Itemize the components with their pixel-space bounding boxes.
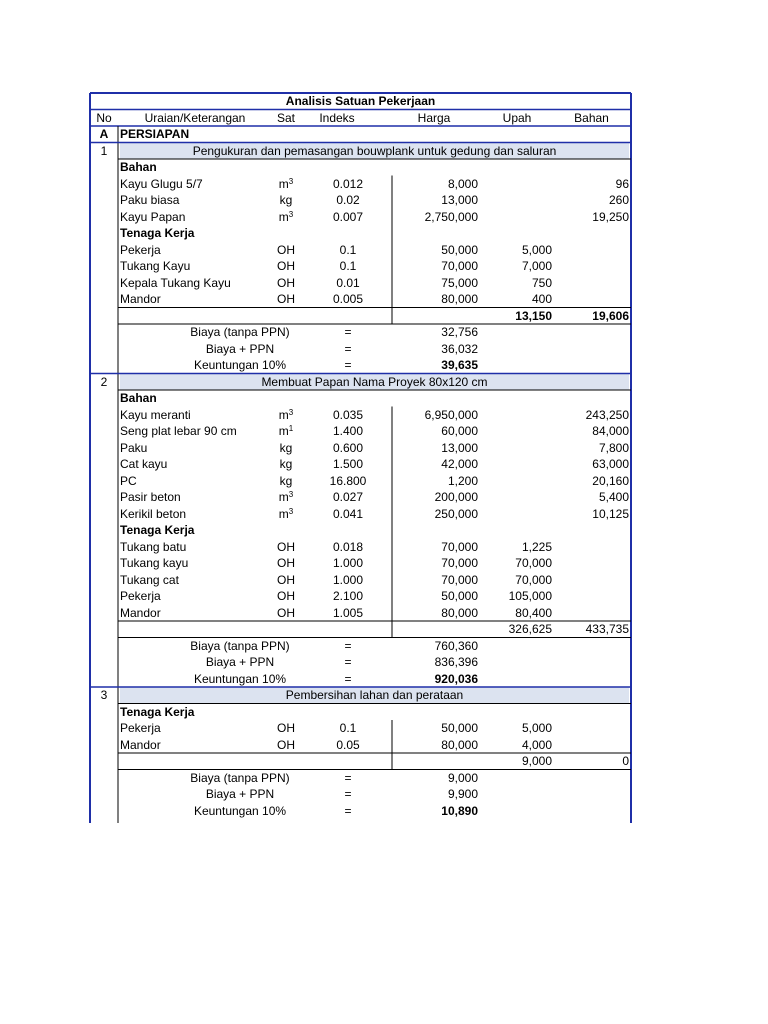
cost-with-tax-value: 836,396 (434, 655, 478, 669)
material-unit (268, 423, 304, 440)
labor-unit: OH (277, 721, 295, 735)
bahan-heading-row (90, 159, 631, 176)
labor-heading: Tenaga Kerja (120, 523, 195, 537)
unit-superscript: 3 (288, 176, 294, 186)
header-row (90, 110, 631, 127)
cost-with-tax-row (90, 654, 631, 671)
material-row (90, 176, 631, 193)
labor-price: 70,000 (441, 539, 478, 554)
cost-with-tax-label: Biaya + PPN (205, 655, 275, 669)
cost-without-tax-row (90, 638, 631, 655)
cost-without-tax-row (90, 770, 631, 787)
material-price: 8,000 (447, 176, 478, 191)
col-uraian-header: Uraian/Keterangan (144, 110, 246, 125)
material-price: 2,750,000 (424, 209, 478, 224)
material-price: 250,000 (434, 506, 478, 521)
material-unit (268, 209, 304, 226)
unit-text: m (278, 209, 289, 224)
labor-unit: OH (277, 259, 295, 273)
material-cost: 96 (615, 176, 629, 191)
material-cost: 10,125 (592, 506, 629, 521)
material-price: 13,000 (441, 440, 478, 455)
analysis-sheet (90, 93, 631, 819)
subtotal-bahan: 0 (622, 754, 629, 768)
material-index: 0.007 (332, 209, 364, 224)
subtotal-upah: 13,150 (515, 308, 552, 323)
item-title-row (90, 687, 631, 704)
cost-without-tax-value: 32,756 (441, 325, 478, 339)
cost-without-tax-label: Biaya (tanpa PPN) (190, 770, 290, 785)
material-cost: 84,000 (592, 424, 629, 438)
material-unit (268, 407, 304, 424)
profit-10pct-value: 10,890 (441, 803, 478, 818)
cost-with-tax-label: Biaya + PPN (205, 787, 275, 801)
equals-sign: = (344, 787, 352, 801)
labor-row (90, 720, 631, 737)
labor-row (90, 291, 631, 308)
material-name: Pasir beton (120, 490, 181, 504)
cost-without-tax-value: 9,000 (447, 770, 478, 785)
labor-row (90, 275, 631, 292)
unit-text: kg (279, 193, 293, 207)
material-price: 60,000 (441, 424, 478, 438)
labor-name: Pekerja (120, 721, 161, 735)
material-unit (268, 176, 304, 193)
material-row (90, 192, 631, 209)
profit-10pct-row (90, 803, 631, 820)
material-unit (268, 440, 304, 457)
unit-text: m (278, 506, 289, 521)
cost-with-tax-value: 36,032 (441, 341, 478, 356)
item-title: Pembersihan lahan dan perataan (120, 687, 629, 704)
material-index: 0.041 (332, 506, 364, 521)
labor-unit: OH (277, 242, 295, 257)
labor-wage: 70,000 (515, 572, 552, 587)
cost-without-tax-label: Biaya (tanpa PPN) (190, 638, 290, 653)
labor-unit: OH (277, 556, 295, 570)
labor-name: Mandor (120, 292, 161, 306)
material-row (90, 473, 631, 490)
labor-wage: 400 (531, 292, 552, 306)
material-row (90, 407, 631, 424)
material-index: 16.800 (329, 473, 367, 488)
profit-10pct-value: 920,036 (434, 671, 478, 686)
material-cost: 5,400 (598, 490, 629, 504)
material-price: 13,000 (441, 193, 478, 207)
equals-sign: = (344, 341, 352, 356)
subtotal-row (90, 308, 631, 325)
material-price: 200,000 (434, 490, 478, 504)
profit-10pct-label: Keuntungan 10% (193, 358, 287, 372)
labor-price: 70,000 (441, 556, 478, 570)
unit-text: kg (279, 440, 293, 455)
labor-name: Kepala Tukang Kayu (120, 275, 231, 290)
material-index: 0.600 (332, 440, 364, 455)
bahan-heading: Bahan (120, 160, 157, 174)
labor-price: 80,000 (441, 292, 478, 306)
labor-wage: 750 (531, 275, 552, 290)
material-price: 6,950,000 (424, 407, 478, 422)
material-row (90, 456, 631, 473)
labor-name: Tukang batu (120, 539, 187, 554)
unit-superscript: 3 (288, 490, 294, 499)
material-unit (268, 506, 304, 523)
labor-name: Pekerja (120, 589, 161, 603)
labor-index: 0.1 (339, 259, 357, 273)
labor-index: 1.000 (332, 556, 364, 570)
labor-index: 1.000 (332, 572, 364, 587)
labor-wage: 4,000 (521, 737, 552, 752)
col-no-header: No (96, 110, 112, 125)
labor-wage: 70,000 (515, 556, 552, 570)
col-sat-header: Sat (276, 110, 295, 125)
labor-unit: OH (277, 292, 295, 306)
material-row (90, 440, 631, 457)
col-indeks-header: Indeks (319, 110, 355, 125)
material-name: Kayu Glugu 5/7 (120, 176, 203, 191)
subtotal-bahan: 433,735 (585, 622, 629, 636)
unit-text: kg (279, 473, 293, 488)
item-title-row (90, 143, 631, 160)
item-number: 2 (100, 374, 108, 389)
labor-wage: 105,000 (508, 589, 552, 603)
labor-price: 50,000 (441, 589, 478, 603)
cost-without-tax-row (90, 324, 631, 341)
unit-superscript: 1 (288, 424, 294, 433)
material-index: 1.400 (332, 424, 364, 438)
cost-with-tax-value: 9,900 (447, 787, 478, 801)
material-unit (268, 456, 304, 473)
profit-10pct-label: Keuntungan 10% (193, 671, 287, 686)
bahan-heading: Bahan (120, 391, 157, 405)
material-index: 0.027 (332, 490, 364, 504)
equals-sign: = (344, 655, 352, 669)
unit-superscript: 3 (288, 506, 294, 516)
labor-unit: OH (277, 275, 295, 290)
section-letter: A (99, 127, 109, 141)
labor-index: 2.100 (332, 589, 364, 603)
title-row (90, 93, 631, 110)
material-price: 1,200 (447, 473, 478, 488)
col-upah-header: Upah (502, 110, 532, 125)
equals-sign: = (344, 770, 352, 785)
material-name: Kerikil beton (120, 506, 187, 521)
subtotal-row (90, 621, 631, 638)
labor-row (90, 555, 631, 572)
material-cost: 243,250 (585, 407, 629, 422)
labor-price: 80,000 (441, 605, 478, 620)
labor-wage: 7,000 (521, 259, 552, 273)
item-number: 3 (100, 688, 108, 702)
labor-name: Tukang cat (120, 572, 179, 587)
unit-text: m (278, 490, 289, 504)
item-list (90, 143, 631, 820)
material-name: Kayu Papan (120, 209, 186, 224)
labor-index: 0.005 (332, 292, 364, 306)
item-title: Pengukuran dan pemasangan bouwplank untuk gedung dan saluran (120, 143, 629, 160)
equals-sign: = (344, 325, 352, 339)
item-title-row (90, 374, 631, 391)
labor-index: 0.01 (336, 275, 360, 290)
col-bahan-header: Bahan (574, 110, 609, 125)
unit-superscript: 3 (288, 209, 294, 219)
material-row (90, 209, 631, 226)
material-name: Cat kayu (120, 457, 168, 471)
labor-index: 0.018 (332, 539, 364, 554)
labor-wage: 5,000 (521, 242, 552, 257)
material-row (90, 506, 631, 523)
item-number: 1 (100, 143, 108, 158)
equals-sign: = (344, 358, 352, 372)
profit-10pct-row (90, 357, 631, 374)
equals-sign: = (344, 638, 352, 653)
equals-sign: = (344, 803, 352, 818)
labor-row (90, 242, 631, 259)
labor-index: 0.1 (339, 721, 357, 735)
labor-unit: OH (277, 589, 295, 603)
material-cost: 63,000 (592, 457, 629, 471)
subtotal-upah: 9,000 (521, 754, 552, 768)
material-row (90, 489, 631, 506)
unit-text: kg (279, 457, 293, 471)
material-price: 42,000 (441, 457, 478, 471)
equals-sign: = (344, 671, 352, 686)
labor-row (90, 737, 631, 754)
material-cost: 19,250 (592, 209, 629, 224)
labor-price: 70,000 (441, 572, 478, 587)
labor-heading-row (90, 225, 631, 242)
bahan-heading-row (90, 390, 631, 407)
unit-text: m (278, 176, 289, 191)
labor-price: 50,000 (441, 721, 478, 735)
labor-unit: OH (277, 572, 295, 587)
material-row (90, 423, 631, 440)
labor-row (90, 605, 631, 622)
labor-wage: 5,000 (521, 721, 552, 735)
labor-price: 50,000 (441, 242, 478, 257)
labor-unit: OH (277, 605, 295, 620)
labor-row (90, 539, 631, 556)
profit-10pct-value: 39,635 (441, 358, 478, 372)
labor-name: Mandor (120, 737, 161, 752)
section-row (90, 126, 631, 143)
subtotal-upah: 326,625 (508, 622, 552, 636)
cost-without-tax-label: Biaya (tanpa PPN) (190, 325, 290, 339)
unit-text: m (278, 424, 289, 438)
material-name: Paku (120, 440, 148, 455)
unit-text: m (278, 407, 289, 422)
labor-name: Tukang Kayu (120, 259, 191, 273)
labor-price: 70,000 (441, 259, 478, 273)
labor-row (90, 588, 631, 605)
material-cost: 7,800 (598, 440, 629, 455)
material-name: PC (120, 473, 137, 488)
labor-name: Pekerja (120, 242, 161, 257)
labor-heading: Tenaga Kerja (120, 704, 195, 719)
labor-wage: 80,400 (515, 605, 552, 620)
material-cost: 260 (608, 193, 629, 207)
profit-10pct-label: Keuntungan 10% (193, 803, 287, 818)
material-name: Paku biasa (120, 193, 180, 207)
material-index: 1.500 (332, 457, 364, 471)
labor-heading-row (90, 522, 631, 539)
cost-with-tax-row (90, 341, 631, 358)
subtotal-bahan: 19,606 (592, 308, 629, 323)
material-unit (268, 473, 304, 490)
cost-with-tax-row (90, 786, 631, 803)
sheet-title: Analisis Satuan Pekerjaan (285, 94, 436, 108)
labor-heading: Tenaga Kerja (120, 226, 195, 240)
labor-index: 0.05 (336, 737, 360, 752)
section-name: PERSIAPAN (120, 127, 190, 141)
labor-unit: OH (277, 539, 295, 554)
labor-unit: OH (277, 737, 295, 752)
labor-price: 80,000 (441, 737, 478, 752)
item-title: Membuat Papan Nama Proyek 80x120 cm (120, 374, 629, 391)
cost-with-tax-label: Biaya + PPN (205, 341, 275, 356)
material-cost: 20,160 (592, 473, 629, 488)
material-index: 0.035 (332, 407, 364, 422)
labor-name: Tukang kayu (120, 556, 189, 570)
labor-row (90, 258, 631, 275)
material-unit (268, 192, 304, 209)
subtotal-row (90, 753, 631, 770)
material-name: Kayu meranti (120, 407, 191, 422)
labor-heading-row (90, 704, 631, 721)
material-unit (268, 489, 304, 506)
labor-index: 1.005 (332, 605, 364, 620)
labor-price: 75,000 (441, 275, 478, 290)
labor-wage: 1,225 (521, 539, 552, 554)
labor-name: Mandor (120, 605, 161, 620)
cost-without-tax-value: 760,360 (434, 638, 478, 653)
material-index: 0.02 (336, 193, 360, 207)
labor-row (90, 572, 631, 589)
profit-10pct-row (90, 671, 631, 688)
unit-superscript: 3 (288, 407, 294, 417)
col-harga-header: Harga (417, 110, 451, 125)
labor-index: 0.1 (339, 242, 357, 257)
material-name: Seng plat lebar 90 cm (120, 424, 237, 438)
material-index: 0.012 (332, 176, 364, 191)
